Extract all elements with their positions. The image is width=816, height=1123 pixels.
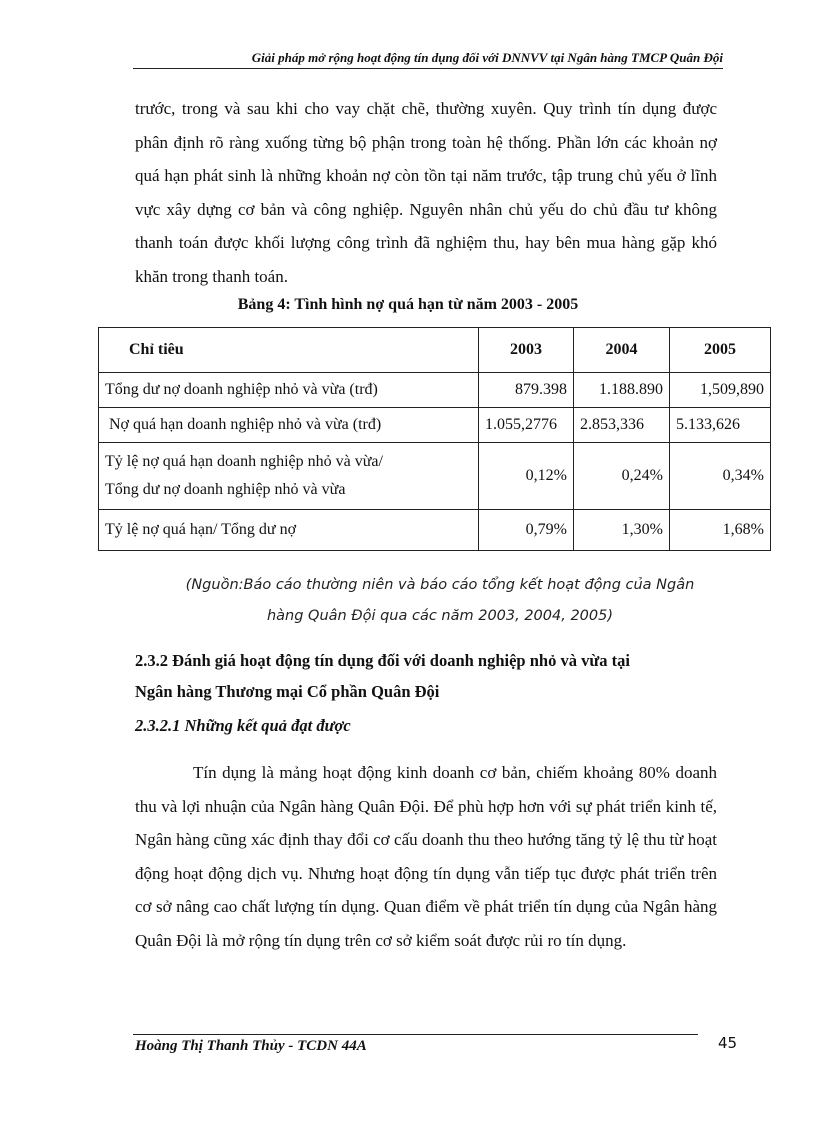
cell-value: 1,68%	[670, 510, 771, 551]
running-header: Giải pháp mở rộng hoạt động tín dụng đối với DNNVV tại Ngân hàng TMCP Quân Đội	[133, 50, 723, 69]
row-label: Tỷ lệ nợ quá hạn/ Tổng dư nợ	[99, 510, 479, 551]
cell-value: 0,79%	[479, 510, 574, 551]
row-label: Nợ quá hạn doanh nghiệp nhỏ và vừa (trđ)	[99, 408, 479, 443]
table-row	[99, 373, 771, 408]
cell-value: 1.055,2776	[479, 408, 574, 443]
table-row	[99, 510, 771, 551]
cell-value: 0,24%	[574, 443, 670, 510]
section-heading-232	[135, 645, 725, 707]
cell-value: 2.853,336	[574, 408, 670, 443]
header-2005: 2005	[670, 328, 771, 373]
cell-value: 1.188.890	[574, 373, 670, 408]
cell-value: 5.133,626	[670, 408, 771, 443]
row-label: Tổng dư nợ doanh nghiệp nhỏ và vừa (trđ)	[99, 373, 479, 408]
row-label-line1: Tỷ lệ nợ quá hạn doanh nghiệp nhỏ và vừa/	[105, 453, 383, 470]
header-2004: 2004	[574, 328, 670, 373]
footer-author: Hoàng Thị Thanh Thủy - TCDN 44A	[135, 1038, 367, 1054]
header-indicator: Chỉ tiêu	[99, 328, 479, 373]
results-paragraph: Tín dụng là mảng hoạt động kinh doanh cơ bản, chiếm khoảng 80% doanh thu và lợi nhuận của Ngân hàng Quân Đội. Để phù hợp hơn với sự phát triển kinh tế, Ngân hàng cũng xác định thay đổi cơ cấu doanh thu theo hướng tăng tỷ lệ thu từ hoạt động hoạt động dịch vụ. Nhưng hoạt động tín dụng vẫn tiếp tục được phát triển trên cơ sở nâng cao chất lượng tín dụng. Quan điểm về phát triển tín dụng của Ngân hàng Quân Đội là mở rộng tín dụng trên cơ sở kiểm soát được rủi ro tín dụng.	[135, 763, 717, 950]
cell-value: 1,30%	[574, 510, 670, 551]
table-title: Bảng 4: Tình hình nợ quá hạn từ năm 2003 - 2005	[237, 296, 579, 313]
row-label-line2: Tổng dư nợ doanh nghiệp nhỏ và vừa	[105, 481, 346, 498]
cell-value: 879.398	[479, 373, 574, 408]
section-heading-line1: 2.3.2 Đánh giá hoạt động tín dụng đối với doanh nghiệp nhỏ và vừa tại	[135, 651, 630, 670]
table-header-row	[99, 328, 771, 373]
cell-value: 0,12%	[479, 443, 574, 510]
source-line2: hàng Quân Đội qua các năm 2003, 2004, 2005)	[266, 608, 614, 624]
intro-paragraph: trước, trong và sau khi cho vay chặt chẽ, thường xuyên. Quy trình tín dụng được phân định rõ ràng xuống từng bộ phận trong toàn hệ thống. Phần lớn các khoản nợ quá hạn phát sinh là những khoản nợ còn tồn tại năm trước, tập trung chủ yếu ở lĩnh vực xây dựng cơ bản và công nghiệp. Nguyên nhân chủ yếu do chủ đầu tư không thanh toán được khối lượng công trình đã nghiệm thu, hay bên mua hàng gặp khó khăn trong thanh toán.	[135, 99, 717, 286]
subsection-heading-2321: 2.3.2.1 Những kết quả đạt được	[135, 716, 351, 735]
cell-value: 0,34%	[670, 443, 771, 510]
row-label	[99, 443, 479, 510]
source-line1: (Nguồn:Báo cáo thường niên và báo cáo tổng kết hoạt động của Ngân	[185, 577, 695, 593]
cell-value: 1,509,890	[670, 373, 771, 408]
page-number: 45	[718, 1034, 738, 1052]
section-heading-line2: Ngân hàng Thương mại Cổ phần Quân Đội	[135, 682, 440, 701]
header-2003: 2003	[479, 328, 574, 373]
footer-divider	[133, 1034, 698, 1035]
table-source-note	[120, 570, 760, 632]
overdue-debt-table	[98, 327, 771, 551]
table-row	[99, 408, 771, 443]
table-row	[99, 443, 771, 510]
